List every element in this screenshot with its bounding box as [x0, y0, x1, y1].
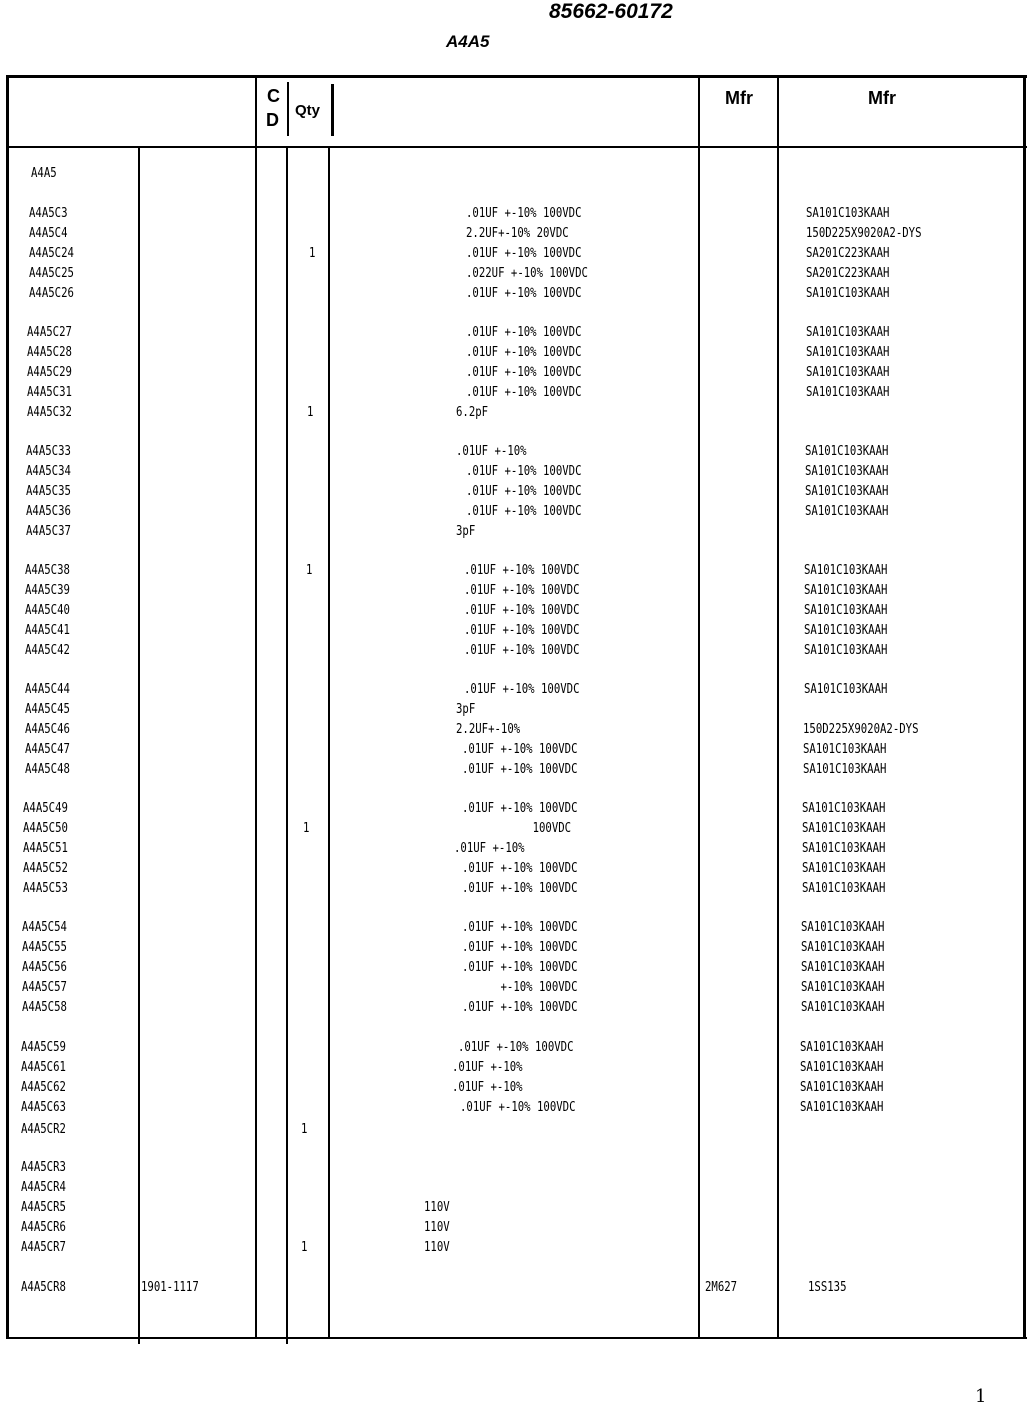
row-mfr-part-number: SA101C103KAAH — [802, 821, 886, 836]
row-description: .01UF +-10% 100VDC — [462, 801, 578, 816]
row-description: .01UF +-10% 100VDC — [466, 385, 582, 400]
row-description: 100VDC — [462, 821, 572, 836]
row-mfr-code: 2M627 — [705, 1280, 738, 1295]
row-description: 110V — [424, 1200, 450, 1215]
header-mfr-part: Mfr — [868, 88, 896, 108]
row-ref-designator: A4A5C44 — [25, 682, 70, 697]
row-description: .01UF +-10% 100VDC — [466, 464, 582, 479]
row-description: .01UF +-10% 100VDC — [462, 861, 578, 876]
row-description: .022UF +-10% 100VDC — [466, 266, 588, 281]
row-description: .01UF +-10% 100VDC — [462, 762, 578, 777]
row-mfr-part-number: SA101C103KAAH — [801, 920, 885, 935]
row-mfr-part-number: SA101C103KAAH — [802, 801, 886, 816]
row-description: .01UF +-10% 100VDC — [466, 286, 582, 301]
page-number: 1 — [975, 1386, 987, 1407]
row-ref-designator: A4A5C62 — [21, 1080, 66, 1095]
row-description: .01UF +-10% 100VDC — [462, 742, 578, 757]
row-mfr-part-number: SA101C103KAAH — [804, 563, 888, 578]
row-ref-designator: A4A5C26 — [29, 286, 74, 301]
row-mfr-part-number: SA101C103KAAH — [806, 385, 890, 400]
row-mfr-part-number: SA101C103KAAH — [801, 960, 885, 975]
row-ref-designator: A4A5C49 — [23, 801, 68, 816]
col-divider-part — [138, 148, 140, 1344]
row-mfr-part-number: 150D225X9020A2-DYS — [806, 226, 922, 241]
row-ref-designator: A4A5C55 — [22, 940, 67, 955]
col-divider-qty-left — [286, 148, 288, 1344]
row-description: .01UF +-10% 100VDC — [466, 246, 582, 261]
row-mfr-part-number: SA101C103KAAH — [804, 623, 888, 638]
row-ref-designator: A4A5CR8 — [21, 1280, 66, 1295]
row-mfr-part-number: SA101C103KAAH — [802, 841, 886, 856]
col-divider-mfrpart — [777, 75, 779, 1339]
table-left-border — [6, 75, 9, 1339]
row-description: .01UF +-10% 100VDC — [464, 563, 580, 578]
row-mfr-part-number: SA101C103KAAH — [805, 464, 889, 479]
row-mfr-part-number: SA101C103KAAH — [800, 1040, 884, 1055]
row-mfr-part-number: SA101C103KAAH — [801, 1000, 885, 1015]
row-ref-designator: A4A5C36 — [26, 504, 71, 519]
row-ref-designator: A4A5C58 — [22, 1000, 67, 1015]
col-divider-cd — [255, 75, 257, 1339]
row-description: .01UF +-10% 100VDC — [466, 345, 582, 360]
row-ref-designator: A4A5C25 — [29, 266, 74, 281]
row-ref-designator: A4A5C33 — [26, 444, 71, 459]
row-ref-designator: A4A5C52 — [23, 861, 68, 876]
header-qty: Qty — [295, 102, 321, 119]
row-ref-designator: A4A5C59 — [21, 1040, 66, 1055]
row-description: 2.2UF+-10% 20VDC — [466, 226, 569, 241]
header-c: C — [267, 86, 280, 106]
row-ref-designator: A4A5C53 — [23, 881, 68, 896]
row-mfr-part-number: SA101C103KAAH — [806, 325, 890, 340]
row-ref-designator: A4A5C37 — [26, 524, 71, 539]
row-qty: 1 — [303, 821, 310, 836]
row-mfr-part-number: SA101C103KAAH — [801, 940, 885, 955]
col-divider-mfr — [698, 75, 700, 1339]
row-ref-designator: A4A5C47 — [25, 742, 70, 757]
row-description: .01UF +-10% 100VDC — [464, 682, 580, 697]
row-ref-designator: A4A5C46 — [25, 722, 70, 737]
row-mfr-part-number: SA101C103KAAH — [804, 583, 888, 598]
row-mfr-part-number: SA101C103KAAH — [805, 504, 889, 519]
row-description: .01UF +-10% 100VDC — [466, 365, 582, 380]
row-ref-designator: A4A5C34 — [26, 464, 71, 479]
table-bottom-rule — [7, 1337, 1027, 1339]
row-description: 2.2UF+-10% — [456, 722, 521, 737]
row-ref-designator: A4A5C39 — [25, 583, 70, 598]
row-description: .01UF +-10% 100VDC — [466, 504, 582, 519]
row-ref-designator: A4A5C50 — [23, 821, 68, 836]
row-ref-designator: A4A5CR3 — [21, 1160, 66, 1175]
row-ref-designator: A4A5C54 — [22, 920, 67, 935]
row-description: .01UF +-10% — [454, 841, 525, 856]
row-description: 6.2pF — [456, 405, 489, 420]
row-mfr-part-number: SA101C103KAAH — [800, 1100, 884, 1115]
row-ref-designator: A4A5C31 — [27, 385, 72, 400]
row-ref-designator: A4A5C56 — [22, 960, 67, 975]
row-mfr-part-number: SA101C103KAAH — [805, 444, 889, 459]
row-description: .01UF +-10% 100VDC — [464, 603, 580, 618]
row-ref-designator: A4A5C57 — [22, 980, 67, 995]
row-ref-designator: A4A5C35 — [26, 484, 71, 499]
row-mfr-part-number: SA101C103KAAH — [800, 1060, 884, 1075]
col-divider-qty-right — [328, 148, 330, 1339]
row-description: 110V — [424, 1240, 450, 1255]
row-mfr-part-number: SA101C103KAAH — [803, 762, 887, 777]
row-ref-designator: A4A5C24 — [29, 246, 74, 261]
row-ref-designator: A4A5C40 — [25, 603, 70, 618]
header-d: D — [266, 110, 279, 130]
row-mfr-part-number: SA101C103KAAH — [806, 345, 890, 360]
part-number-title: 85662-60172 — [549, 0, 673, 23]
row-description: .01UF +-10% 100VDC — [462, 960, 578, 975]
row-ref-designator: A4A5C4 — [29, 226, 68, 241]
row-ref-designator: A4A5C41 — [25, 623, 70, 638]
row-mfr-part-number: SA101C103KAAH — [800, 1080, 884, 1095]
row-mfr-part-number: SA201C223KAAH — [806, 246, 890, 261]
row-ref-designator: A4A5CR2 — [21, 1122, 66, 1137]
table-right-border — [1023, 75, 1026, 1339]
row-ref-designator: A4A5CR4 — [21, 1180, 66, 1195]
row-description: 110V — [424, 1220, 450, 1235]
row-description: .01UF +-10% — [452, 1060, 523, 1075]
row-ref-designator: A4A5CR7 — [21, 1240, 66, 1255]
row-description: +-10% 100VDC — [462, 980, 578, 995]
col-divider-cd-inner — [287, 82, 289, 136]
row-description: .01UF +-10% 100VDC — [466, 206, 582, 221]
row-ref-designator: A4A5CR6 — [21, 1220, 66, 1235]
row-ref-designator: A4A5C48 — [25, 762, 70, 777]
row-mfr-part-number: SA101C103KAAH — [806, 365, 890, 380]
row-mfr-part-number: SA101C103KAAH — [804, 682, 888, 697]
row-description: .01UF +-10% 100VDC — [462, 940, 578, 955]
row-description: .01UF +-10% 100VDC — [466, 484, 582, 499]
row-description: .01UF +-10% 100VDC — [466, 325, 582, 340]
row-ref-designator: A4A5CR5 — [21, 1200, 66, 1215]
row-ref-designator: A4A5C61 — [21, 1060, 66, 1075]
row-mfr-part-number: SA101C103KAAH — [806, 206, 890, 221]
row-description: .01UF +-10% 100VDC — [462, 881, 578, 896]
row-mfr-part-number: SA101C103KAAH — [804, 603, 888, 618]
row-description: .01UF +-10% 100VDC — [458, 1040, 574, 1055]
row-ref-designator: A4A5C42 — [25, 643, 70, 658]
row-mfr-part-number: SA101C103KAAH — [802, 881, 886, 896]
row-description: .01UF +-10% 100VDC — [464, 643, 580, 658]
row-ref-designator: A4A5C29 — [27, 365, 72, 380]
table-header-rule — [7, 146, 1027, 148]
row-qty: 1 — [309, 246, 316, 261]
row-mfr-part-number: SA101C103KAAH — [803, 742, 887, 757]
row-description: .01UF +-10% — [456, 444, 527, 459]
row-ref-designator: A4A5C38 — [25, 563, 70, 578]
row-qty: 1 — [301, 1240, 308, 1255]
row-description: .01UF +-10% — [452, 1080, 523, 1095]
row-mfr-part-number: SA201C223KAAH — [806, 266, 890, 281]
row-qty: 1 — [301, 1122, 308, 1137]
row-description: 3pF — [456, 524, 476, 539]
row-mfr-part-number: SA101C103KAAH — [806, 286, 890, 301]
row-ref-designator: A4A5C28 — [27, 345, 72, 360]
row-mfr-part-number: SA101C103KAAH — [801, 980, 885, 995]
row-ref-designator: A4A5C27 — [27, 325, 72, 340]
col-divider-qty-head — [331, 84, 334, 136]
row-qty: 1 — [306, 563, 313, 578]
table-top-rule — [7, 75, 1027, 78]
row-part-number: 1901-1117 — [141, 1280, 199, 1295]
row-ref-designator: A4A5C32 — [27, 405, 72, 420]
row-ref-designator: A4A5C45 — [25, 702, 70, 717]
row-description: 3pF — [456, 702, 476, 717]
row-description: .01UF +-10% 100VDC — [460, 1100, 576, 1115]
row-ref-designator: A4A5C3 — [29, 206, 68, 221]
row-mfr-part-number: 1SS135 — [808, 1280, 847, 1295]
row-description: .01UF +-10% 100VDC — [464, 623, 580, 638]
row-ref-designator: A4A5C51 — [23, 841, 68, 856]
row-description: .01UF +-10% 100VDC — [464, 583, 580, 598]
row-mfr-part-number: SA101C103KAAH — [802, 861, 886, 876]
row-qty: 1 — [307, 405, 314, 420]
row-mfr-part-number: SA101C103KAAH — [805, 484, 889, 499]
row-mfr-part-number: SA101C103KAAH — [804, 643, 888, 658]
row-ref-designator: A4A5C63 — [21, 1100, 66, 1115]
row-description: .01UF +-10% 100VDC — [462, 1000, 578, 1015]
header-mfr-code: Mfr — [725, 88, 753, 108]
row-ref-designator: A4A5 — [31, 166, 57, 181]
row-description: .01UF +-10% 100VDC — [462, 920, 578, 935]
assembly-title: A4A5 — [446, 32, 490, 51]
row-mfr-part-number: 150D225X9020A2-DYS — [803, 722, 919, 737]
